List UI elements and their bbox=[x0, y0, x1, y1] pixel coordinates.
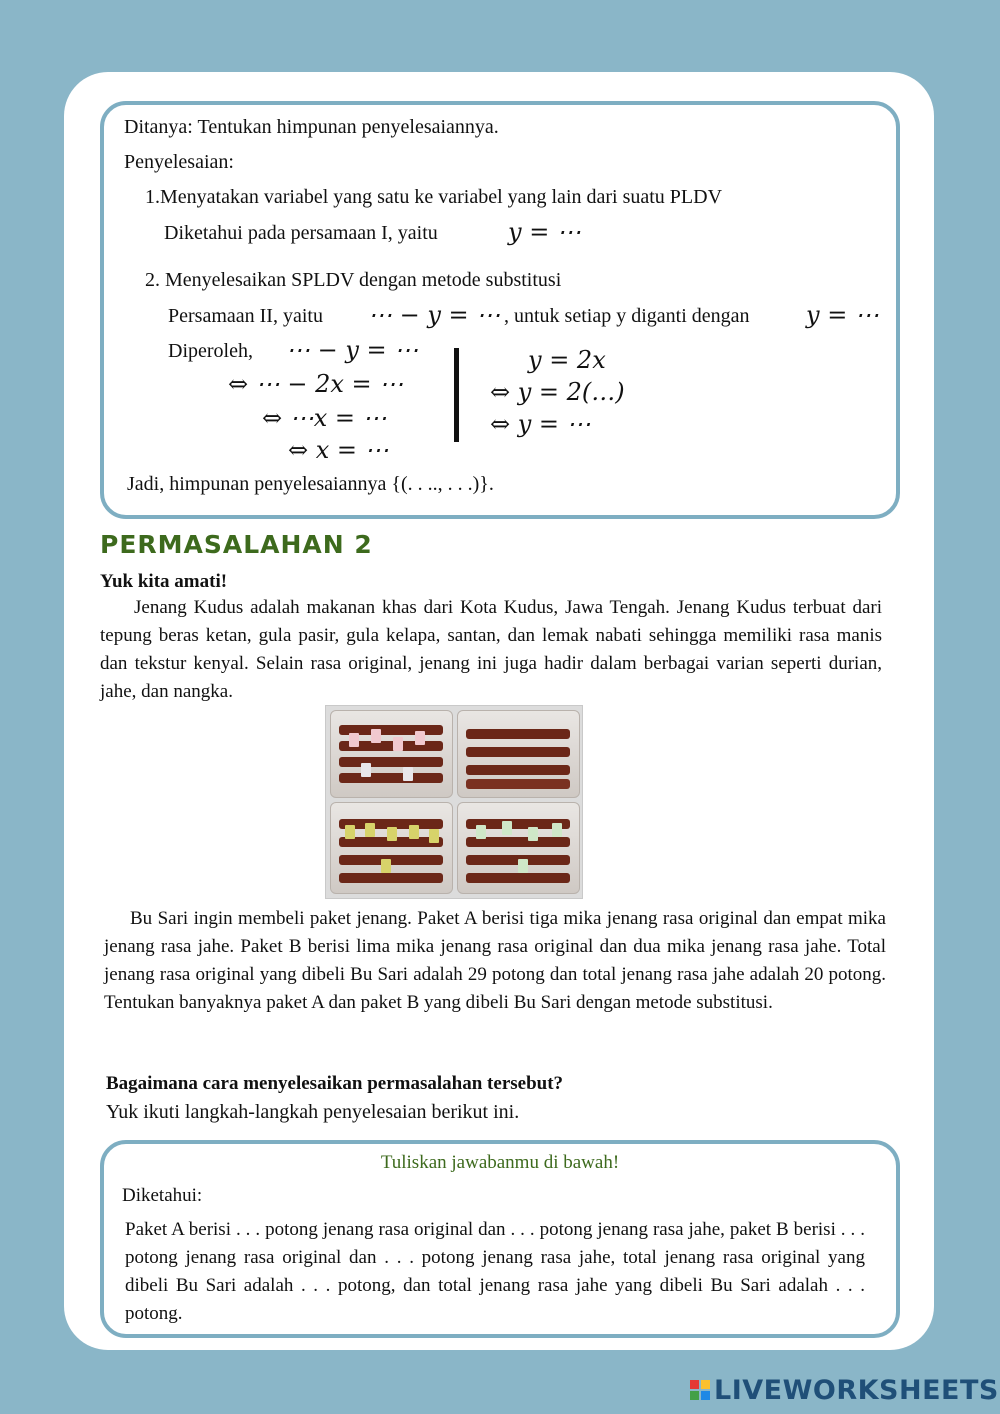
step1-title: 1.Menyatakan variabel yang satu ke variabel yang lain dari suatu PLDV bbox=[145, 186, 723, 208]
diketahui-label: Diketahui: bbox=[122, 1185, 203, 1206]
section-title: PERMASALAHAN 2 bbox=[100, 530, 373, 559]
penyelesaian-label: Penyelesaian: bbox=[124, 151, 234, 173]
equation-divider bbox=[454, 348, 459, 442]
diketahui-paragraph: Paket A berisi . . . potong jenang rasa original dan . . . potong jenang rasa jahe, paket B berisi . . . potong jenang rasa original dan . . . potong jenang rasa jahe, total jenang rasa original yang dibeli Bu Sari adalah . . . potong, dan total jenang rasa jahe yang dibeli Bu Sari adalah . . . potong. bbox=[125, 1219, 865, 1324]
logo-text: LIVEWORKSHEETS bbox=[714, 1374, 999, 1406]
right-equation-3: ⇔ y = ⋯ bbox=[490, 410, 591, 438]
left-equation-1: ⋯ − y = ⋯ bbox=[286, 336, 419, 364]
question-text: Bagaimana cara menyelesaikan permasalahan tersebut? bbox=[106, 1073, 564, 1094]
liveworksheets-logo bbox=[690, 1374, 999, 1406]
logo-mark-icon bbox=[690, 1380, 710, 1400]
jadi-text: Jadi, himpunan penyelesaiannya {(. . .., . . .)}. bbox=[127, 473, 494, 495]
right-equation-1: y = 2x bbox=[528, 346, 606, 374]
ditanya-text: Ditanya: Tentukan himpunan penyelesaiannya. bbox=[124, 116, 499, 138]
left-equation-2: ⇔ ⋯ − 2x = ⋯ bbox=[228, 370, 404, 398]
step1-equation: y = ⋯ bbox=[508, 218, 581, 246]
step2-equation-b: y = ⋯ bbox=[806, 301, 879, 329]
step2-title: 2. Menyelesaikan SPLDV dengan metode substitusi bbox=[145, 269, 562, 291]
step2-text-a: Persamaan II, yaitu bbox=[168, 305, 323, 327]
jenang-tray-4 bbox=[457, 802, 580, 894]
step2-equation-a: ⋯ − y = ⋯ bbox=[368, 301, 501, 329]
jenang-photo bbox=[325, 705, 583, 899]
jenang-tray-3 bbox=[330, 802, 453, 894]
step2-text-b: , untuk setiap y diganti dengan bbox=[504, 305, 750, 327]
intro-paragraph: Jenang Kudus adalah makanan khas dari Kota Kudus, Jawa Tengah. Jenang Kudus terbuat dari tepung beras ketan, gula pasir, gula kelapa, santan, dan lemak nabati sehingga memiliki rasa manis dan tekstur kenyal. Selain rasa original, jenang ini juga hadir dalam berbagai varian seperti durian, jahe, dan nangka. bbox=[100, 597, 882, 702]
problem-paragraph: Bu Sari ingin membeli paket jenang. Paket A berisi tiga mika jenang rasa original dan empat mika jenang rasa jahe. Paket B berisi lima mika jenang rasa original dan dua mika jenang rasa jahe. Total jenang rasa original yang dibeli Bu Sari adalah 29 potong dan total jenang rasa jahe adalah 20 potong. Tentukan banyaknya paket A dan paket B yang dibeli Bu Sari dengan metode substitusi. bbox=[104, 908, 886, 1013]
answer-box-header: Tuliskan jawabanmu di bawah! bbox=[380, 1152, 620, 1173]
left-equation-3: ⇔ ⋯x = ⋯ bbox=[262, 404, 387, 432]
jenang-tray-2 bbox=[457, 710, 580, 798]
step1-text: Diketahui pada persamaan I, yaitu bbox=[164, 222, 438, 244]
diperoleh-label: Diperoleh, bbox=[168, 340, 253, 362]
jenang-tray-1 bbox=[330, 710, 453, 798]
yuk-amati-label: Yuk kita amati! bbox=[100, 571, 228, 592]
instruction-text: Yuk ikuti langkah-langkah penyelesaian berikut ini. bbox=[106, 1101, 520, 1123]
right-equation-2: ⇔ y = 2(…) bbox=[490, 378, 625, 406]
left-equation-4: ⇔ x = ⋯ bbox=[288, 436, 389, 464]
